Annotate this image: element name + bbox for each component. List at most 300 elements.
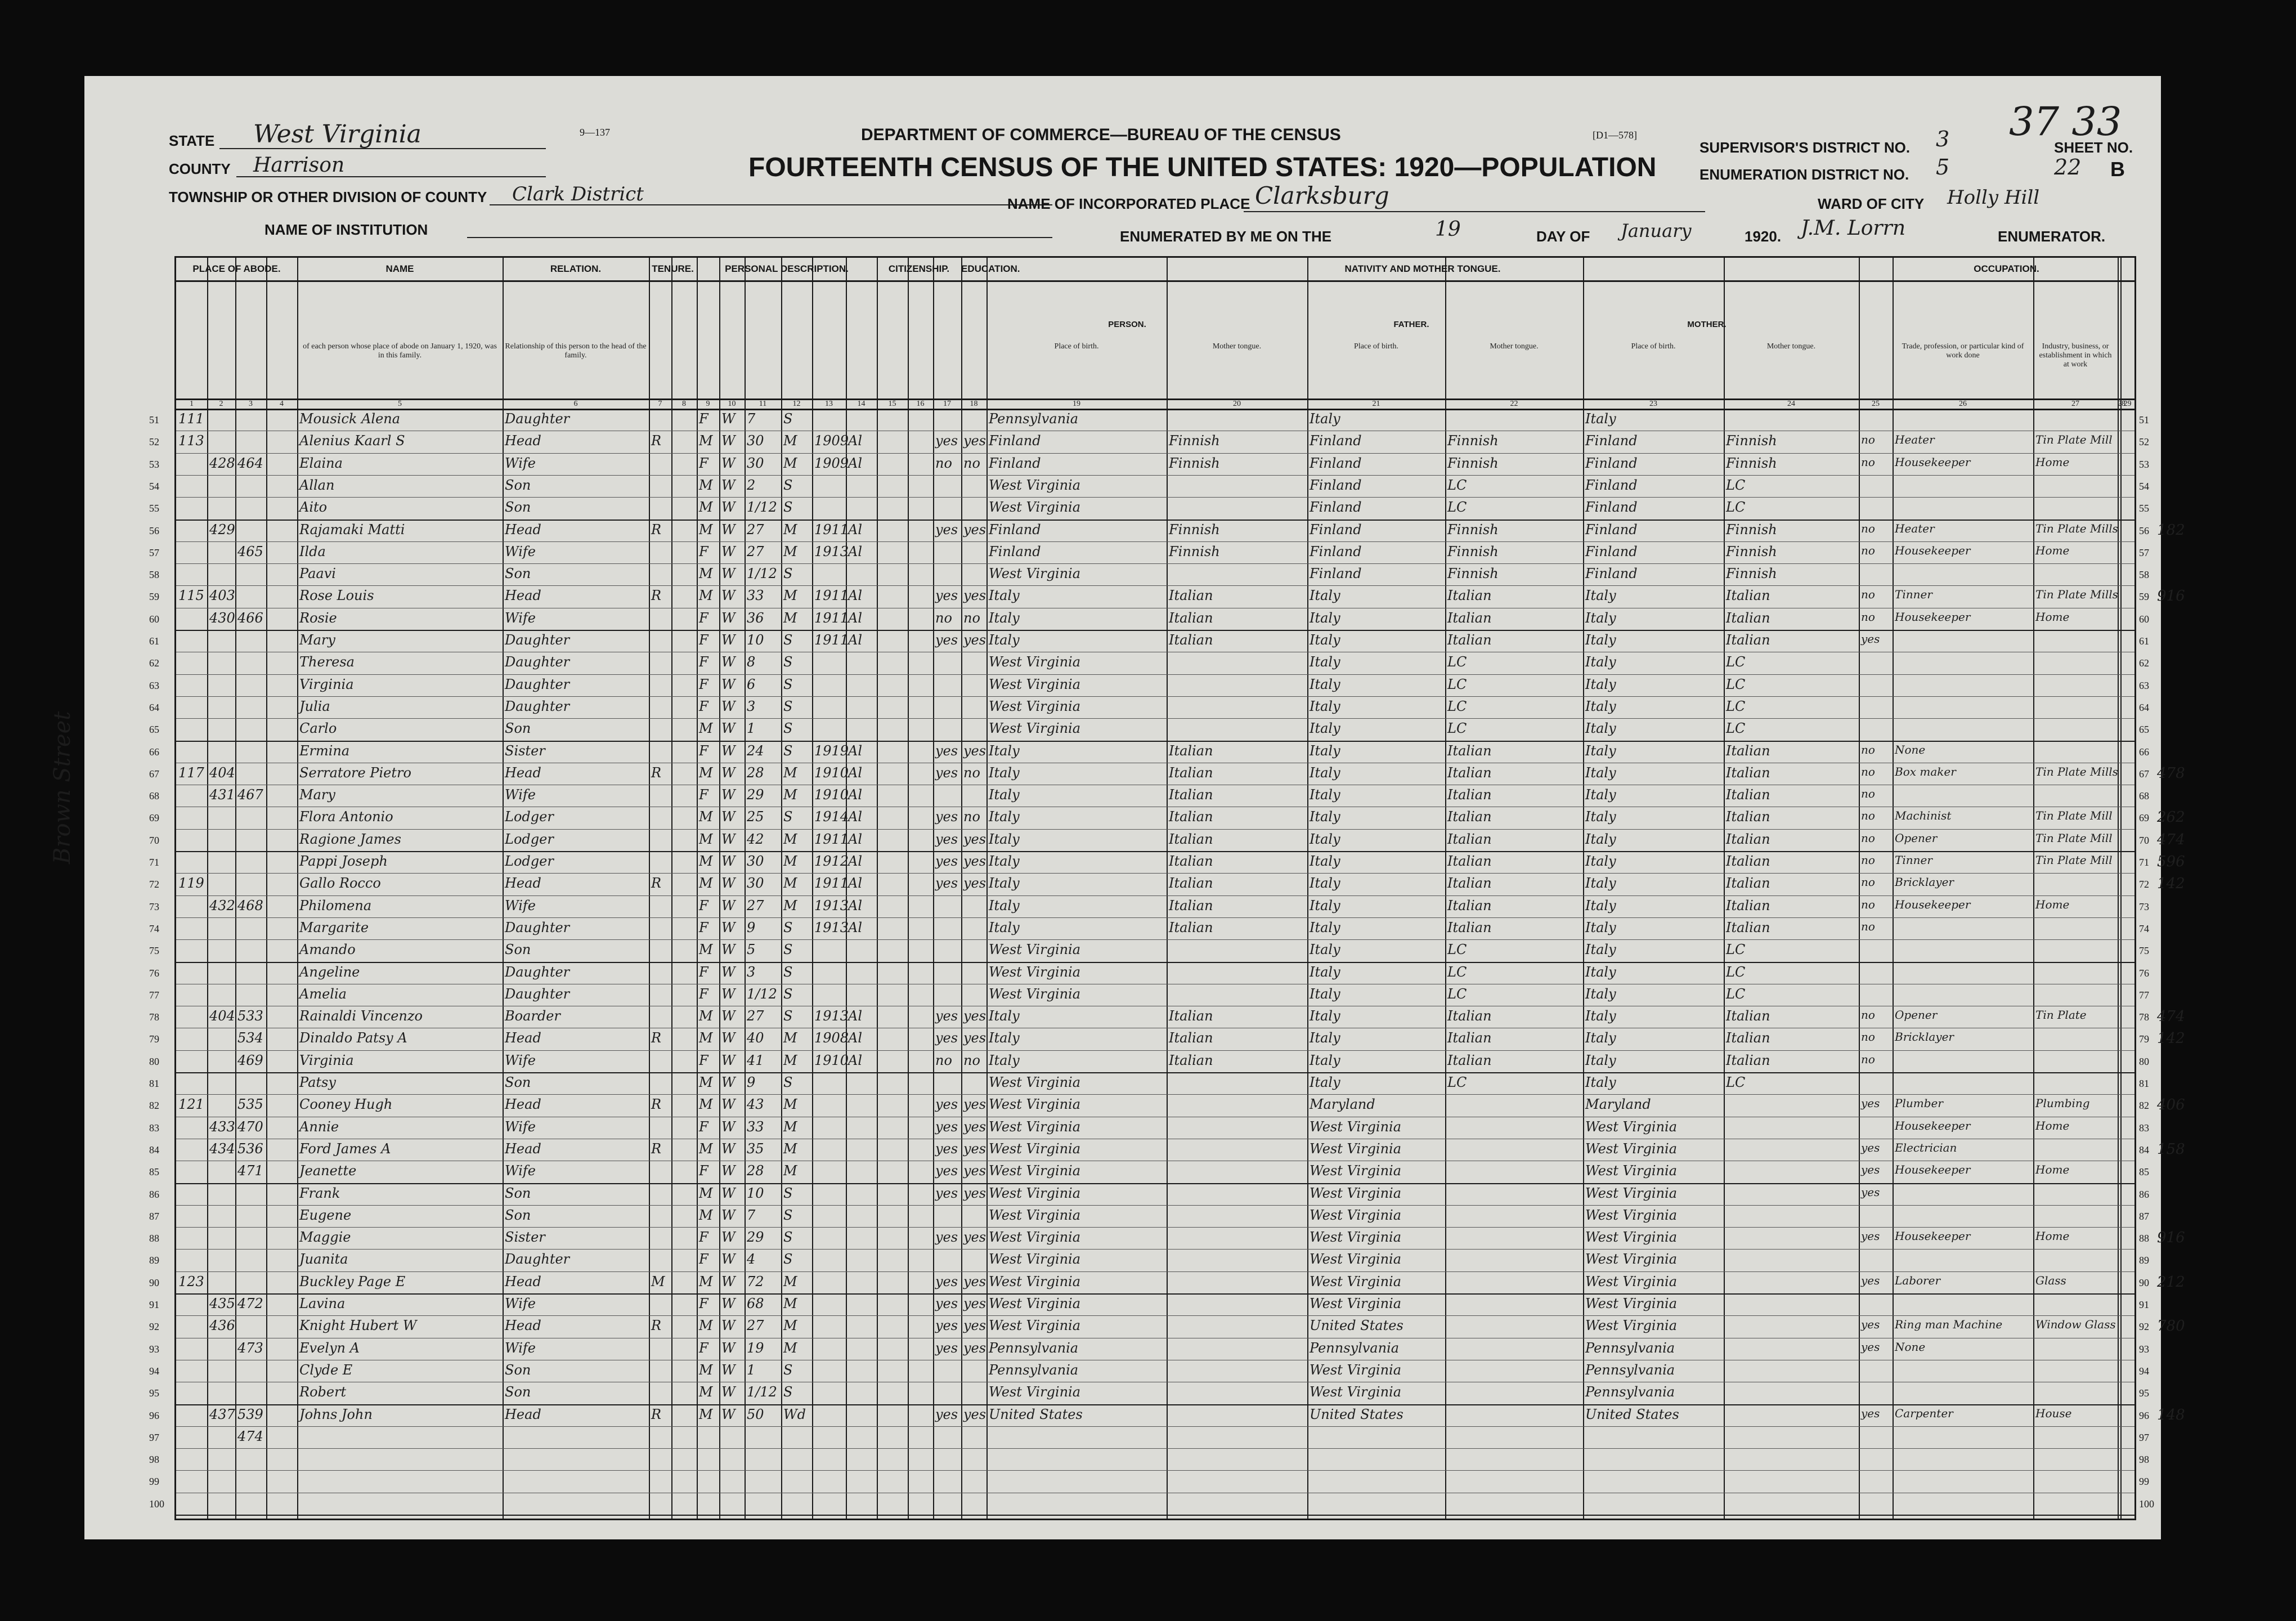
line-number: 95 [149, 1387, 159, 1399]
cell-industry: Tin Plate Mill [2035, 433, 2113, 447]
cell-fpob: Italy [1310, 831, 1340, 847]
column-label: Relationship of this person to the head of the family. [505, 342, 647, 360]
cell-race: W [721, 742, 736, 759]
cell-trade: None [1895, 742, 1926, 756]
cell-relation: Son [505, 942, 531, 958]
line-number: 69 [149, 812, 159, 824]
cell-pob: Italy [989, 853, 1020, 869]
cell-marital: M [783, 1273, 797, 1289]
cell-sex: M [699, 1140, 713, 1157]
cell-age: 27 [747, 543, 764, 559]
column-label: Mother tongue. [1212, 342, 1262, 351]
cell-mpob: Pennsylvania [1585, 1362, 1675, 1378]
cell-relation: Son [505, 566, 531, 582]
cell-marital: M [783, 1163, 797, 1179]
cell-read: yes [935, 1340, 958, 1356]
cell-eng: no [1861, 897, 1875, 911]
cell-sex: F [699, 897, 708, 914]
cell-read: yes [935, 1273, 958, 1289]
cell-marital: S [783, 1384, 793, 1400]
cell-race: W [721, 632, 736, 648]
cell-pob: Italy [989, 919, 1020, 935]
cell-read: yes [935, 875, 958, 892]
cell-marital: S [783, 1362, 793, 1378]
cell-race: W [721, 543, 736, 559]
column-subgroup-heading: FATHER. [1393, 320, 1429, 329]
cell-relation: Wife [505, 1340, 536, 1356]
cell-race: W [721, 499, 736, 516]
cell-name: Robert [299, 1384, 347, 1400]
cell-race: W [721, 1273, 736, 1289]
cell-immig: 1910 [814, 764, 849, 781]
cell-name: Flora Antonio [299, 809, 393, 825]
cell-immig: 1911 [814, 521, 849, 538]
column-rule [266, 258, 267, 1519]
cell-relation: Head [505, 1096, 541, 1113]
cell-race: W [721, 654, 736, 670]
cell-write: yes [963, 1296, 986, 1311]
cell-sex: M [699, 720, 713, 737]
cell-marital: M [783, 1052, 797, 1068]
cell-pob: Pennsylvania [989, 1340, 1079, 1356]
cell-industry: Home [2035, 610, 2070, 624]
column-number: 29 [2123, 400, 2132, 408]
cell-mpob: West Virginia [1585, 1251, 1678, 1268]
column-label: Trade, profession, or particular kind of work done [1902, 342, 2024, 360]
cell-tail: 596 [2157, 853, 2185, 870]
column-rule [1859, 258, 1860, 1519]
cell-write: yes [963, 1340, 986, 1356]
cell-fpob: Italy [1310, 853, 1340, 869]
cell-tail: 478 [2157, 764, 2185, 782]
cell-relation: Son [505, 1074, 531, 1090]
cell-industry: Home [2035, 1163, 2070, 1177]
column-rule [671, 258, 672, 1519]
cell-name: Theresa [299, 654, 355, 670]
cell-dwelling: 404 [209, 1008, 235, 1024]
cell-nat: Al [848, 1052, 863, 1068]
cell-write: no [963, 809, 980, 825]
cell-age: 35 [747, 1140, 764, 1157]
enum-day: 19 [1435, 218, 1461, 241]
cell-pob: West Virginia [989, 986, 1081, 1002]
cell-fpob: Italy [1310, 411, 1340, 427]
cell-relation: Daughter [505, 964, 570, 980]
cell-eng: yes [1861, 1229, 1880, 1243]
cell-write: yes [963, 875, 986, 892]
cell-trade: Bricklayer [1895, 875, 1954, 889]
cell-age: 3 [747, 698, 756, 714]
cell-read: yes [935, 1008, 958, 1024]
line-number: 96 [2139, 1409, 2149, 1421]
cell-race: W [721, 477, 736, 493]
cell-read: yes [935, 1118, 958, 1135]
cell-dwelling: 428 [209, 455, 235, 471]
cell-trade: Carpenter [1895, 1406, 1953, 1420]
cell-house: 119 [178, 875, 204, 892]
cell-write: yes [963, 1096, 986, 1113]
cell-tongue: Finnish [1169, 521, 1220, 538]
cell-mpob: Italy [1585, 1030, 1616, 1046]
cell-eng: no [1861, 742, 1875, 756]
cell-name: Rajamaki Matti [299, 521, 405, 538]
cell-eng: no [1861, 1030, 1875, 1044]
cell-read: yes [935, 1163, 958, 1179]
cell-write: yes [963, 1229, 986, 1246]
cell-age: 30 [747, 433, 764, 449]
line-number: 91 [149, 1299, 159, 1310]
department-title: DEPARTMENT OF COMMERCE—BUREAU OF THE CENSUS [861, 126, 1341, 144]
cell-fpob: Italy [1310, 875, 1340, 892]
cell-race: W [721, 919, 736, 935]
cell-industry: Tin Plate Mills [2035, 764, 2118, 778]
cell-sex: F [699, 964, 708, 980]
cell-nat: Al [848, 610, 863, 626]
cell-trade: Tinner [1895, 853, 1932, 867]
line-number: 76 [149, 967, 159, 979]
cell-industry: Tin Plate Mills [2035, 521, 2118, 535]
column-number: 23 [1649, 400, 1657, 408]
cell-tail: 780 [2157, 1318, 2185, 1335]
cell-relation: Wife [505, 787, 536, 803]
cell-trade: Heater [1895, 521, 1935, 535]
cell-pob: West Virginia [989, 1140, 1081, 1157]
cell-mpob: Italy [1585, 742, 1616, 759]
line-number: 90 [2139, 1277, 2149, 1288]
column-group-heading: CITIZENSHIP. [888, 263, 950, 274]
cell-ftongue: Finnish [1447, 566, 1499, 582]
sheet-side: B [2110, 158, 2125, 181]
cell-marital: M [783, 764, 797, 781]
cell-race: W [721, 809, 736, 825]
cell-mpob: Italy [1585, 942, 1616, 958]
day-label: DAY OF [1536, 228, 1590, 245]
line-number: 56 [149, 525, 159, 536]
cell-fpob: Finland [1310, 543, 1362, 559]
cell-write: yes [963, 1140, 986, 1157]
line-number: 68 [2139, 790, 2149, 802]
cell-race: W [721, 1074, 736, 1090]
cell-pob: West Virginia [989, 1074, 1081, 1090]
cell-fpob: Italy [1310, 720, 1340, 737]
row-rule [176, 1315, 2134, 1316]
cell-read: yes [935, 809, 958, 825]
cell-fpob: Finland [1310, 455, 1362, 471]
enumerator-label: ENUMERATOR. [1998, 228, 2106, 245]
cell-nat: Al [848, 919, 863, 935]
cell-trade: Housekeeper [1895, 455, 1971, 469]
cell-name: Aito [299, 499, 328, 516]
cell-name: Amelia [299, 986, 347, 1002]
column-label: Mother tongue. [1766, 342, 1816, 351]
cell-race: W [721, 1340, 736, 1356]
cell-pob: Italy [989, 742, 1020, 759]
cell-mpob: Italy [1585, 654, 1616, 670]
cell-sex: F [699, 455, 708, 471]
cell-sex: F [699, 676, 708, 692]
row-rule [176, 917, 2134, 918]
line-number: 83 [149, 1122, 159, 1134]
cell-tongue: Finnish [1169, 433, 1220, 449]
cell-relation: Sister [505, 1229, 545, 1246]
cell-read: yes [935, 742, 958, 759]
cell-race: W [721, 853, 736, 869]
cell-mtongue: LC [1726, 499, 1746, 516]
cell-read: yes [935, 1296, 958, 1311]
cell-age: 41 [747, 1052, 764, 1068]
cell-race: W [721, 942, 736, 958]
cell-relation: Wife [505, 1052, 536, 1068]
cell-ftongue: Italian [1447, 742, 1492, 759]
cell-age: 68 [747, 1296, 764, 1311]
row-rule [176, 453, 2134, 454]
cell-ftongue: Italian [1447, 764, 1492, 781]
line-number: 85 [2139, 1166, 2149, 1178]
cell-race: W [721, 986, 736, 1002]
cell-name: Mary [299, 787, 335, 803]
cell-eng: no [1861, 1008, 1875, 1022]
cell-immig: 1914 [814, 809, 849, 825]
cell-sex: M [699, 942, 713, 958]
cell-tenure: R [651, 764, 662, 781]
cell-nat: Al [848, 787, 863, 803]
township-value: Clark District [512, 183, 644, 205]
cell-read: no [935, 610, 952, 626]
cell-age: 42 [747, 831, 764, 847]
cell-marital: M [783, 1318, 797, 1334]
line-number: 78 [2139, 1011, 2149, 1023]
cell-sex: M [699, 477, 713, 493]
row-rule [176, 1404, 2134, 1405]
cell-fpob: Finland [1310, 477, 1362, 493]
cell-nat: Al [848, 455, 863, 471]
cell-race: W [721, 1229, 736, 1246]
column-label: Mother tongue. [1490, 342, 1539, 351]
cell-relation: Wife [505, 1163, 536, 1179]
cell-pob: Italy [989, 897, 1020, 914]
column-rule [1445, 258, 1446, 1519]
line-number: 100 [149, 1498, 164, 1510]
cell-marital: S [783, 964, 793, 980]
sheet-label: SHEET NO. [2054, 139, 2133, 156]
cell-immig: 1912 [814, 853, 849, 869]
cell-sex: M [699, 433, 713, 449]
cell-relation: Wife [505, 1118, 536, 1135]
cell-tongue: Italian [1169, 1008, 1213, 1024]
cell-pob: Italy [989, 809, 1020, 825]
cell-pob: West Virginia [989, 1207, 1081, 1223]
cell-mtongue: Italian [1726, 853, 1770, 869]
cell-age: 1/12 [747, 566, 777, 582]
line-number: 86 [2139, 1188, 2149, 1200]
cell-name: Rainaldi Vincenzo [299, 1008, 423, 1024]
cell-pob: West Virginia [989, 942, 1081, 958]
cell-mpob: Italy [1585, 720, 1616, 737]
cell-tail: 158 [2157, 1140, 2185, 1158]
line-number: 53 [2139, 458, 2149, 470]
cell-name: Buckley Page E [299, 1273, 406, 1289]
cell-write: yes [963, 1008, 986, 1024]
cell-age: 30 [747, 455, 764, 471]
line-number: 72 [2139, 879, 2149, 890]
cell-tail: 182 [2157, 521, 2185, 539]
cell-trade: Machinist [1895, 809, 1952, 823]
cell-fpob: West Virginia [1310, 1273, 1402, 1289]
cell-trade: Laborer [1895, 1273, 1941, 1287]
cell-ftongue: LC [1447, 654, 1467, 670]
cell-pob: Pennsylvania [989, 411, 1079, 427]
cell-name: Philomena [299, 897, 372, 914]
column-number: 27 [2071, 400, 2079, 408]
cell-read: no [935, 1052, 952, 1068]
row-rule [176, 1072, 2134, 1073]
cell-immig: 1911 [814, 875, 849, 892]
cell-age: 1/12 [747, 1384, 777, 1400]
line-number: 96 [149, 1409, 159, 1421]
cell-name: Juanita [299, 1251, 348, 1268]
cell-fpob: Italy [1310, 1030, 1340, 1046]
cell-sex: M [699, 1030, 713, 1046]
cell-marital: M [783, 610, 797, 626]
line-number: 85 [149, 1166, 159, 1178]
cell-race: W [721, 1185, 736, 1201]
cell-industry: Tin Plate Mill [2035, 809, 2113, 823]
cell-sex: F [699, 654, 708, 670]
line-number: 92 [2139, 1321, 2149, 1333]
cell-industry: Home [2035, 543, 2070, 557]
cell-marital: S [783, 1008, 793, 1024]
cell-tenure: R [651, 433, 662, 449]
cell-relation: Wife [505, 1296, 536, 1311]
cell-mtongue: Finnish [1726, 566, 1777, 582]
cell-relation: Daughter [505, 411, 570, 427]
cell-family: 468 [237, 897, 263, 914]
line-number: 57 [2139, 547, 2149, 558]
cell-immig: 1913 [814, 543, 849, 559]
column-label: Place of birth. [1354, 342, 1398, 351]
line-number: 63 [2139, 679, 2149, 691]
cell-family: 536 [237, 1140, 263, 1157]
line-number: 80 [149, 1055, 159, 1067]
row-rule [176, 696, 2134, 697]
cell-marital: M [783, 853, 797, 869]
cell-industry: Window Glass [2035, 1318, 2116, 1332]
enumerator-name: J.M. Lorrn [1801, 217, 1906, 240]
cell-nat: Al [848, 853, 863, 869]
cell-tail: 142 [2157, 875, 2185, 893]
column-rule [235, 258, 236, 1519]
cell-family: 535 [237, 1096, 263, 1113]
cell-dwelling: 430 [209, 610, 235, 626]
cell-name: Julia [299, 698, 330, 714]
cell-relation: Lodger [505, 853, 554, 869]
cell-eng: no [1861, 875, 1875, 889]
line-number: 61 [149, 635, 159, 647]
cell-race: W [721, 1163, 736, 1179]
cell-mtongue: LC [1726, 986, 1746, 1002]
cell-mpob: West Virginia [1585, 1163, 1678, 1179]
column-group-heading: NAME [385, 263, 414, 274]
cell-trade: None [1895, 1340, 1926, 1354]
column-subgroup-heading: MOTHER. [1687, 320, 1727, 329]
cell-fpob: West Virginia [1310, 1251, 1402, 1268]
cell-name: Mary [299, 632, 335, 648]
cell-relation: Head [505, 1140, 541, 1157]
cell-industry: Home [2035, 455, 2070, 469]
column-rule [297, 258, 298, 1519]
cell-sex: F [699, 610, 708, 626]
line-number: 62 [149, 657, 159, 669]
cell-race: W [721, 676, 736, 692]
line-number: 74 [149, 923, 159, 934]
column-subgroup-heading: PERSON. [1108, 320, 1146, 329]
state-value: West Virginia [253, 120, 421, 149]
line-number: 66 [149, 746, 159, 758]
cell-name: Evelyn A [299, 1340, 360, 1356]
cell-mpob: Italy [1585, 875, 1616, 892]
cell-immig: 1911 [814, 610, 849, 626]
cell-eng: no [1861, 455, 1875, 469]
cell-family: 534 [237, 1030, 263, 1046]
header-rule [176, 280, 2134, 282]
cell-trade: Opener [1895, 1008, 1938, 1022]
cell-mpob: Italy [1585, 632, 1616, 648]
cell-industry: Tin Plate Mills [2035, 588, 2118, 602]
cell-fpob: United States [1310, 1318, 1403, 1334]
cell-write: no [963, 610, 980, 626]
cell-mpob: Italy [1585, 809, 1616, 825]
cell-relation: Son [505, 499, 531, 516]
row-rule [176, 630, 2134, 631]
column-number: 15 [888, 400, 896, 408]
cell-eng: no [1861, 543, 1875, 557]
cell-relation: Son [505, 477, 531, 493]
cell-mpob: Italy [1585, 764, 1616, 781]
cell-fpob: Italy [1310, 698, 1340, 714]
cell-race: W [721, 787, 736, 803]
cell-relation: Boarder [505, 1008, 560, 1024]
cell-age: 36 [747, 610, 764, 626]
cell-name: Elaina [299, 455, 343, 471]
cell-marital: S [783, 698, 793, 714]
cell-tongue: Italian [1169, 809, 1213, 825]
cell-nat: Al [848, 875, 863, 892]
cell-marital: S [783, 676, 793, 692]
column-rule [503, 258, 504, 1519]
cell-ftongue: LC [1447, 499, 1467, 516]
cell-tenure: R [651, 1318, 662, 1334]
row-rule [176, 895, 2134, 896]
cell-race: W [721, 610, 736, 626]
cell-mpob: West Virginia [1585, 1318, 1678, 1334]
cell-age: 10 [747, 1185, 764, 1201]
cell-eng: yes [1861, 1340, 1880, 1354]
line-number: 84 [2139, 1144, 2149, 1156]
cell-age: 29 [747, 1229, 764, 1246]
column-number: 4 [280, 400, 284, 408]
column-number: 13 [825, 400, 833, 408]
cell-industry: Tin Plate Mill [2035, 831, 2113, 845]
cell-tenure: R [651, 588, 662, 604]
cell-sex: M [699, 1008, 713, 1024]
cell-write: yes [963, 853, 986, 869]
cell-relation: Head [505, 875, 541, 892]
cell-sex: F [699, 1163, 708, 1179]
column-number: 18 [970, 400, 978, 408]
cell-fpob: Maryland [1310, 1096, 1375, 1113]
cell-relation: Head [505, 433, 541, 449]
enumeration-label: ENUMERATION DISTRICT NO. [1699, 166, 1909, 183]
